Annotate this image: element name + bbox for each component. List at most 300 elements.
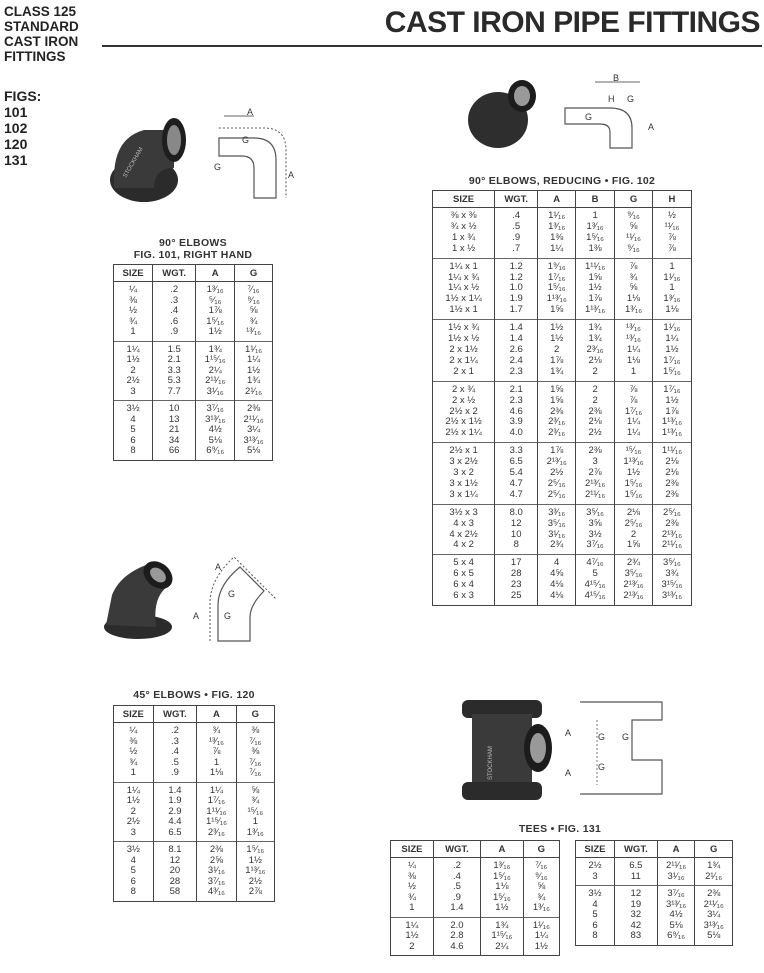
table-cell: 1½ <box>114 355 153 366</box>
figs-list <box>4 88 41 168</box>
figs-label: FIGS: <box>4 88 42 104</box>
table-cell: 1¼ <box>235 355 273 366</box>
table-cell: 2½ <box>114 817 154 828</box>
table-cell: ⁷⁄₁₆ <box>236 737 274 748</box>
table-cell: 2¹¹⁄₁₆ <box>196 376 235 387</box>
table-cell: .2 <box>153 723 197 737</box>
table-cell: ¼ <box>391 858 434 872</box>
table-cell: 1½ <box>114 796 154 807</box>
table-cell: 5 <box>576 569 615 580</box>
table-cell: 5 x 4 <box>433 555 495 569</box>
class-heading <box>4 4 79 64</box>
table-cell: 2 x ½ <box>433 396 495 407</box>
dimension-label-b: B <box>613 73 620 83</box>
table-cell: 1¹⁄₁₆ <box>538 208 576 222</box>
table-cell: 1½ x 1 <box>433 305 495 319</box>
table-cell: 1¼ <box>114 782 154 796</box>
table-cell: 1¹⁄₁₆ <box>235 341 273 355</box>
table-cell: 1³⁄₁₆ <box>615 305 653 319</box>
table-cell: 3.3 <box>495 443 538 457</box>
table-cell: ⁹⁄₁₆ <box>615 244 653 258</box>
column-header: A <box>657 841 695 858</box>
tee-illustration <box>452 690 702 810</box>
table-cell: 1⅛ <box>615 294 653 305</box>
table-cell: 1¼ <box>615 345 653 356</box>
table-cell: 1¼ x ½ <box>433 283 495 294</box>
table-cell: 1³⁄₁₆ <box>481 858 524 872</box>
table-cell: 1½ x ¾ <box>433 320 495 334</box>
table-row <box>114 355 273 366</box>
dimension-label-g: G <box>242 135 250 145</box>
table-cell: 13 <box>153 415 196 426</box>
table-row <box>114 747 275 758</box>
table-cell: 3½ <box>576 886 615 900</box>
table-cell: 2½ <box>236 877 274 888</box>
table-cell: 3⁵⁄₁₆ <box>652 555 691 569</box>
table-cell: 1¾ <box>576 320 615 334</box>
table-cell: 1¹³⁄₁₆ <box>652 417 691 428</box>
dimension-label-a: A <box>565 768 572 778</box>
fig-number: 131 <box>4 152 28 168</box>
table-cell: 1⁵⁄₁₆ <box>236 842 274 856</box>
table-row <box>114 768 275 782</box>
table-cell: 3 <box>114 387 153 401</box>
column-header: G <box>695 841 733 858</box>
table-cell: 2.9 <box>153 807 197 818</box>
column-header: H <box>652 191 691 208</box>
table-cell: 2³⁄₁₆ <box>538 417 576 428</box>
class-heading-line: FITTINGS <box>4 49 66 64</box>
table-cell: 2⁵⁄₁₆ <box>538 490 576 504</box>
table-cell: 1 <box>114 327 153 341</box>
table-cell: 1¹¹⁄₁₆ <box>652 443 691 457</box>
table-cell: 2⅜ <box>538 407 576 418</box>
table-row <box>114 387 273 401</box>
elbow-45-illustration <box>100 545 300 645</box>
tee-photo-body <box>472 714 532 784</box>
table-row <box>433 443 692 457</box>
tee-photo-bottom <box>462 782 542 800</box>
table-cell: 4.7 <box>495 479 538 490</box>
table-cell: 3¹⁄₁₆ <box>196 387 235 401</box>
table-cell: 3⁷⁄₁₆ <box>657 886 695 900</box>
table-cell: 2⁵⁄₁₆ <box>615 519 653 530</box>
table-cell: .5 <box>433 882 480 893</box>
table-row <box>433 504 692 518</box>
table-cell: .6 <box>153 317 196 328</box>
table-cell: 5.3 <box>153 376 196 387</box>
table-cell: 2.3 <box>495 367 538 381</box>
elbow-90-caption-line: 90° ELBOWS <box>159 237 227 249</box>
table-cell: 5⅛ <box>695 931 733 945</box>
table-cell: 2¹³⁄₁₆ <box>615 591 653 605</box>
table-cell: ¼ <box>114 282 153 296</box>
table-cell: 1.4 <box>433 903 480 917</box>
table-cell: 4 x 2½ <box>433 530 495 541</box>
dimension-label-g: G <box>598 762 606 772</box>
table-cell: 2½ <box>114 376 153 387</box>
table-row <box>576 931 733 945</box>
table-cell: 2⅜ <box>235 401 273 415</box>
table-cell: 1¼ <box>615 428 653 442</box>
table-cell: 2 <box>538 345 576 356</box>
table-cell: 1¼ <box>197 782 236 796</box>
table-cell: 6 x 4 <box>433 580 495 591</box>
dimension-label-g: G <box>224 611 232 621</box>
table-cell: 4 <box>538 555 576 569</box>
table-cell: 3¹³⁄₁₆ <box>695 921 733 932</box>
table-header-row <box>576 841 733 858</box>
table-cell: 1.9 <box>495 294 538 305</box>
dimension-label-a: A <box>565 728 572 738</box>
table-cell: 1½ x ½ <box>433 334 495 345</box>
table-row <box>114 327 273 341</box>
table-cell: 8 <box>576 931 615 945</box>
table-row <box>114 782 275 796</box>
elbow-section-drawing <box>565 108 632 148</box>
table-cell: 2¹¹⁄₁₆ <box>652 540 691 554</box>
column-header: WGT. <box>153 706 197 723</box>
column-header: G <box>236 706 274 723</box>
table-cell: 12 <box>614 886 657 900</box>
column-header: A <box>481 841 524 858</box>
dimension-label-h: H <box>608 94 615 104</box>
table-cell: 1¹³⁄₁₆ <box>652 428 691 442</box>
table-cell: 1⅝ <box>538 381 576 395</box>
table-cell: ⅞ <box>615 381 653 395</box>
table-cell: 1½ <box>538 320 576 334</box>
table-cell: ⅝ <box>236 782 274 796</box>
table-cell: 1³⁄₁₆ <box>236 828 274 842</box>
dimension-label-a: A <box>648 122 655 132</box>
table-cell: 1½ <box>196 327 235 341</box>
table-cell: 6 x 3 <box>433 591 495 605</box>
table-cell: 5⅛ <box>196 436 235 447</box>
table-cell: 4¹⁵⁄₁₆ <box>576 580 615 591</box>
table-cell: 2.6 <box>495 345 538 356</box>
table-row <box>433 305 692 319</box>
table-row <box>391 942 560 956</box>
table-cell: 8.0 <box>495 504 538 518</box>
elbow-90-caption <box>113 237 273 261</box>
table-cell: 1³⁄₁₆ <box>538 222 576 233</box>
table-cell: 1¾ <box>481 917 524 931</box>
dimension-label-a: A <box>193 611 200 621</box>
elbow-90-illustration <box>104 108 304 208</box>
table-cell: 1 <box>114 768 154 782</box>
table-cell: 6.5 <box>614 858 657 872</box>
table-cell: 3½ <box>114 401 153 415</box>
table-cell: 3¼ <box>235 425 273 436</box>
table-cell: 2 <box>576 396 615 407</box>
table-cell: 2.4 <box>495 356 538 367</box>
table-cell: .9 <box>153 768 197 782</box>
table-cell: .9 <box>433 893 480 904</box>
table-cell: 1½ <box>236 856 274 867</box>
table-cell: ¾ x ½ <box>433 222 495 233</box>
table-cell: 2¹¹⁄₁₆ <box>235 415 273 426</box>
table-row <box>433 258 692 272</box>
table-cell: 3 x 1¼ <box>433 490 495 504</box>
table-row <box>391 917 560 931</box>
table-cell: 1⁵⁄₁₆ <box>615 490 653 504</box>
table-cell: 21 <box>153 425 196 436</box>
table-row <box>391 931 560 942</box>
table-cell: 4.7 <box>495 490 538 504</box>
table-cell: 5⅛ <box>235 446 273 460</box>
table-cell: 2¹⁄₁₆ <box>235 387 273 401</box>
table-row <box>114 296 273 307</box>
table-row <box>114 401 273 415</box>
column-header: G <box>615 191 653 208</box>
table-cell: 1⁵⁄₁₆ <box>576 233 615 244</box>
table-cell: 1³⁄₁₆ <box>523 903 559 917</box>
table-cell: 1⁵⁄₁₆ <box>481 893 524 904</box>
table-cell: ⅝ <box>523 882 559 893</box>
table-cell: 34 <box>153 436 196 447</box>
table-row <box>114 887 275 901</box>
table-cell: 2³⁄₁₆ <box>538 428 576 442</box>
table-cell: 1¼ <box>652 334 691 345</box>
table-row <box>114 817 275 828</box>
table-cell: 4½ <box>657 910 695 921</box>
table-cell: 1¾ <box>538 367 576 381</box>
table-cell: 5 <box>114 425 153 436</box>
elbow-45-caption: 45° ELBOWS • FIG. 120 <box>133 689 255 701</box>
column-header: A <box>197 706 236 723</box>
table-cell: 2.0 <box>433 917 480 931</box>
table-cell: 1¾ <box>196 341 235 355</box>
table-cell: 1⅞ <box>652 407 691 418</box>
table-cell: 2½ x 2 <box>433 407 495 418</box>
table-row <box>433 208 692 222</box>
dimension-label-g: G <box>214 162 222 172</box>
table-cell: 1.9 <box>153 796 197 807</box>
table-cell: 28 <box>495 569 538 580</box>
table-cell: 3 <box>114 828 154 842</box>
elbow-reducing-table <box>432 190 692 606</box>
tees-table-right <box>575 840 733 946</box>
table-cell: 1.2 <box>495 273 538 284</box>
table-cell: 1¼ <box>615 417 653 428</box>
table-cell: 2 <box>114 807 154 818</box>
table-row <box>433 591 692 605</box>
table-cell: 1¹⁵⁄₁₆ <box>481 931 524 942</box>
table-cell: 2¹³⁄₁₆ <box>576 479 615 490</box>
table-cell: 1¾ <box>235 376 273 387</box>
table-cell: 1⅛ <box>197 768 236 782</box>
table-cell: 1 <box>391 903 434 917</box>
table-cell: 1¹¹⁄₁₆ <box>197 807 236 818</box>
table-cell: ⅜ <box>236 747 274 758</box>
table-cell: 1¹¹⁄₁₆ <box>576 258 615 272</box>
table-cell: 2¼ <box>481 942 524 956</box>
table-cell: ⅜ <box>236 723 274 737</box>
table-cell: 1¹⁄₁₆ <box>652 320 691 334</box>
table-row <box>433 519 692 530</box>
table-cell: 3½ <box>114 842 154 856</box>
table-cell: 1 <box>236 817 274 828</box>
table-cell: 4.0 <box>495 428 538 442</box>
table-cell: ⁷⁄₁₆ <box>523 858 559 872</box>
table-cell: ¹³⁄₁₆ <box>197 737 236 748</box>
table-cell: ¾ <box>235 317 273 328</box>
table-cell: 1⅝ <box>538 396 576 407</box>
table-cell: ¹⁵⁄₁₆ <box>236 807 274 818</box>
table-cell: 1½ <box>391 931 434 942</box>
table-cell: 2⅜ <box>652 490 691 504</box>
table-row <box>114 842 275 856</box>
table-cell: ¹⁵⁄₁₆ <box>615 443 653 457</box>
table-cell: ⁷⁄₁₆ <box>236 758 274 769</box>
table-header-row <box>433 191 692 208</box>
table-cell: 1⅞ <box>538 356 576 367</box>
table-cell: 6 x 5 <box>433 569 495 580</box>
table-cell: 1⁵⁄₁₆ <box>652 367 691 381</box>
table-cell: 2 x 1¼ <box>433 356 495 367</box>
table-cell: 2³⁄₁₆ <box>197 828 236 842</box>
table-cell: 1⅛ <box>481 882 524 893</box>
table-cell: .2 <box>153 282 196 296</box>
table-cell: 1⅝ <box>576 273 615 284</box>
table-cell: 5.4 <box>495 468 538 479</box>
dimension-label-g: G <box>598 732 606 742</box>
table-cell: 3³⁄₁₆ <box>538 504 576 518</box>
table-cell: ¹¹⁄₁₆ <box>615 233 653 244</box>
table-cell: 1¹⁵⁄₁₆ <box>196 355 235 366</box>
table-cell: ¹³⁄₁₆ <box>615 320 653 334</box>
table-cell: .4 <box>153 306 196 317</box>
tee-photo-thread <box>530 733 546 763</box>
table-cell: 1 x ½ <box>433 244 495 258</box>
table-cell: ⅞ <box>197 747 236 758</box>
table-cell: 2 x 1½ <box>433 345 495 356</box>
table-cell: 7.7 <box>153 387 196 401</box>
table-cell: 1¹⁵⁄₁₆ <box>197 817 236 828</box>
table-cell: 3 <box>576 457 615 468</box>
table-cell: 1⁷⁄₁₆ <box>197 796 236 807</box>
table-cell: ½ <box>114 306 153 317</box>
table-cell: .7 <box>495 244 538 258</box>
table-cell: 4 <box>114 415 153 426</box>
column-header: SIZE <box>391 841 434 858</box>
table-cell: 1¼ <box>538 244 576 258</box>
table-cell: 3⁷⁄₁₆ <box>197 877 236 888</box>
class-heading-line: STANDARD <box>4 19 79 34</box>
elbow-90-table <box>113 264 273 461</box>
table-cell: 2⅜ <box>695 886 733 900</box>
table-cell: 5 <box>576 910 615 921</box>
table-cell: ⅝ <box>235 306 273 317</box>
table-cell: ½ <box>391 882 434 893</box>
table-row <box>433 490 692 504</box>
table-cell: 1⁹⁄₁₆ <box>538 258 576 272</box>
table-cell: 8 <box>114 446 153 460</box>
table-row <box>576 872 733 886</box>
table-cell: 3½ <box>576 530 615 541</box>
table-cell: 1⅞ <box>196 306 235 317</box>
table-cell: 2½ <box>576 428 615 442</box>
table-cell: 2 <box>114 366 153 377</box>
table-cell: 2¹³⁄₁₆ <box>615 580 653 591</box>
table-cell: 1⁵⁄₁₆ <box>615 479 653 490</box>
table-cell: 1½ <box>538 334 576 345</box>
table-cell: .5 <box>153 758 197 769</box>
table-row <box>576 858 733 872</box>
table-cell: 1⅝ <box>538 305 576 319</box>
table-cell: 4.4 <box>153 817 197 828</box>
table-cell: 2⅛ <box>652 457 691 468</box>
table-row <box>114 737 275 748</box>
table-cell: 1⅛ <box>652 305 691 319</box>
table-cell: 1½ <box>481 903 524 917</box>
table-cell: 3¹⁄₁₆ <box>197 866 236 877</box>
elbow-section-drawing <box>219 138 276 198</box>
table-cell: 1½ x 1¼ <box>433 294 495 305</box>
table-cell: 3⁵⁄₁₆ <box>615 569 653 580</box>
column-header: SIZE <box>114 706 154 723</box>
table-cell: 4 x 3 <box>433 519 495 530</box>
table-cell: 1⅝ <box>615 540 653 554</box>
table-cell: 1 <box>576 208 615 222</box>
table-cell: 2 x ¾ <box>433 381 495 395</box>
table-cell: 6 <box>114 877 154 888</box>
table-cell: 2 <box>576 381 615 395</box>
table-cell: 1 <box>652 258 691 272</box>
table-cell: 12 <box>495 519 538 530</box>
column-header: WGT. <box>614 841 657 858</box>
table-row <box>433 320 692 334</box>
table-row <box>576 886 733 900</box>
table-cell: 3 x 2 <box>433 468 495 479</box>
table-cell: ¾ <box>114 758 154 769</box>
elbow-reducing-illustration <box>460 68 680 158</box>
table-cell: ⁷⁄₁₆ <box>235 282 273 296</box>
table-header-row <box>391 841 560 858</box>
table-cell: 1 <box>615 367 653 381</box>
table-cell: 1¹³⁄₁₆ <box>576 305 615 319</box>
table-row <box>114 828 275 842</box>
dimension-label-a: A <box>247 108 254 117</box>
table-cell: 3¹⁵⁄₁₆ <box>652 580 691 591</box>
elbow-section-drawing <box>218 567 264 641</box>
table-cell: 1⁵⁄₁₆ <box>538 283 576 294</box>
table-row <box>114 425 273 436</box>
column-header: SIZE <box>433 191 495 208</box>
table-cell: 1½ <box>652 345 691 356</box>
table-cell: 2½ x 1½ <box>433 417 495 428</box>
table-cell: 2⅜ <box>652 519 691 530</box>
table-cell: 10 <box>153 401 196 415</box>
brand-mark: STOCKHAM <box>122 146 145 179</box>
table-cell: ⅜ <box>114 737 154 748</box>
table-cell: 4½ <box>196 425 235 436</box>
table-cell: ¾ <box>391 893 434 904</box>
table-cell: 28 <box>153 877 197 888</box>
table-cell: 2⅜ <box>576 443 615 457</box>
column-header: WGT. <box>433 841 480 858</box>
table-cell: 1⁵⁄₁₆ <box>196 317 235 328</box>
table-row <box>433 367 692 381</box>
table-cell: 1 <box>652 283 691 294</box>
brand-mark: STOCKHAM <box>488 746 494 780</box>
table-cell: .4 <box>433 872 480 883</box>
table-cell: 2¾ <box>615 555 653 569</box>
table-row <box>433 396 692 407</box>
table-cell: 4 <box>114 856 154 867</box>
table-cell: 3 x 1½ <box>433 479 495 490</box>
table-cell: 2¹³⁄₁₆ <box>538 457 576 468</box>
